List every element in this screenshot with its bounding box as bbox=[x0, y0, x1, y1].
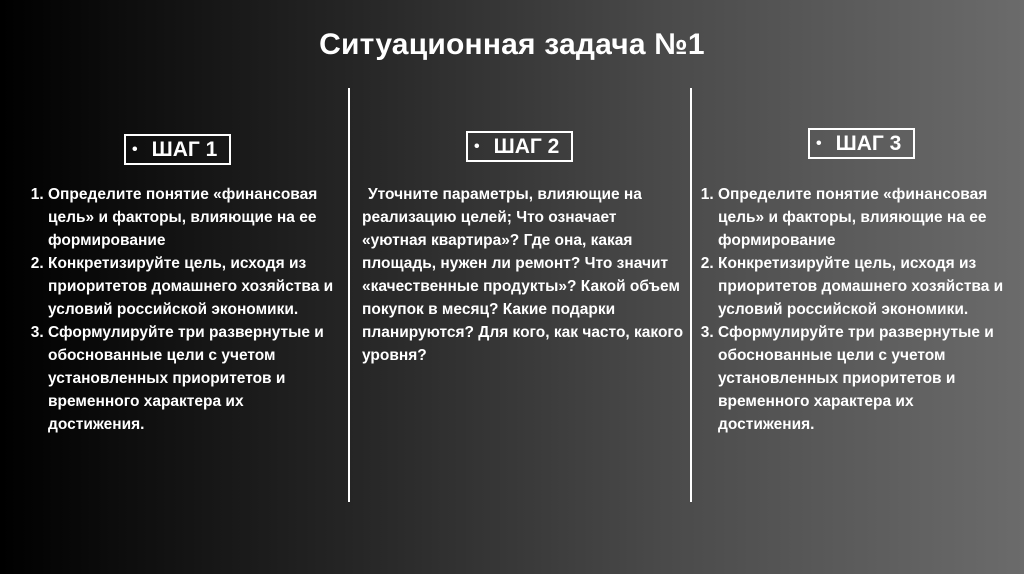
step-2-badge bbox=[466, 131, 573, 162]
bullet-icon: • bbox=[474, 137, 480, 155]
step-3-badge bbox=[808, 128, 915, 159]
slide-title: Ситуационная задача №1 bbox=[319, 28, 705, 61]
step-3-label: ШАГ 3 bbox=[835, 131, 902, 155]
step-3-list bbox=[704, 183, 1004, 436]
bullet-icon: • bbox=[816, 134, 822, 152]
step-2-label: ШАГ 2 bbox=[493, 134, 560, 158]
step-2-content bbox=[362, 183, 684, 367]
step-1-label: ШАГ 1 bbox=[151, 137, 218, 161]
step-1-badge bbox=[124, 134, 231, 165]
step-3-content bbox=[704, 183, 1004, 436]
list-item: 2. Конкретизируйте цель, исходя из приоритетов домашнего хозяйства и условий российской экономики. bbox=[48, 252, 334, 321]
column-divider-right bbox=[690, 88, 692, 502]
list-item: 1. Определите понятие «финансовая цель» и факторы, влияющие на ее формирование bbox=[48, 183, 334, 252]
list-item: 1. Определите понятие «финансовая цель» и факторы, влияющие на ее формирование bbox=[718, 183, 1004, 252]
list-item: 3. Сформулируйте три развернутые и обоснованные цели с учетом установленных приоритетов и временного характера их достижения. bbox=[718, 321, 1004, 436]
list-item: 3. Сформулируйте три развернутые и обоснованные цели с учетом установленных приоритетов и временного характера их достижения. bbox=[48, 321, 334, 436]
bullet-icon: • bbox=[132, 140, 138, 158]
column-divider-left bbox=[348, 88, 350, 502]
step-1-list bbox=[34, 183, 334, 436]
list-item: 2. Конкретизируйте цель, исходя из приоритетов домашнего хозяйства и условий российской экономики. bbox=[718, 252, 1004, 321]
step-1-content bbox=[34, 183, 334, 436]
step-2-paragraph: Уточните параметры, влияющие на реализацию целей; Что означает «уютная квартира»? Где она, какая площадь, нужен ли ремонт? Что значит «качественные продукты»? Какой объем покупок в месяц? Какие подарки планируются? Для кого, как часто, какого уровня? bbox=[362, 186, 684, 364]
